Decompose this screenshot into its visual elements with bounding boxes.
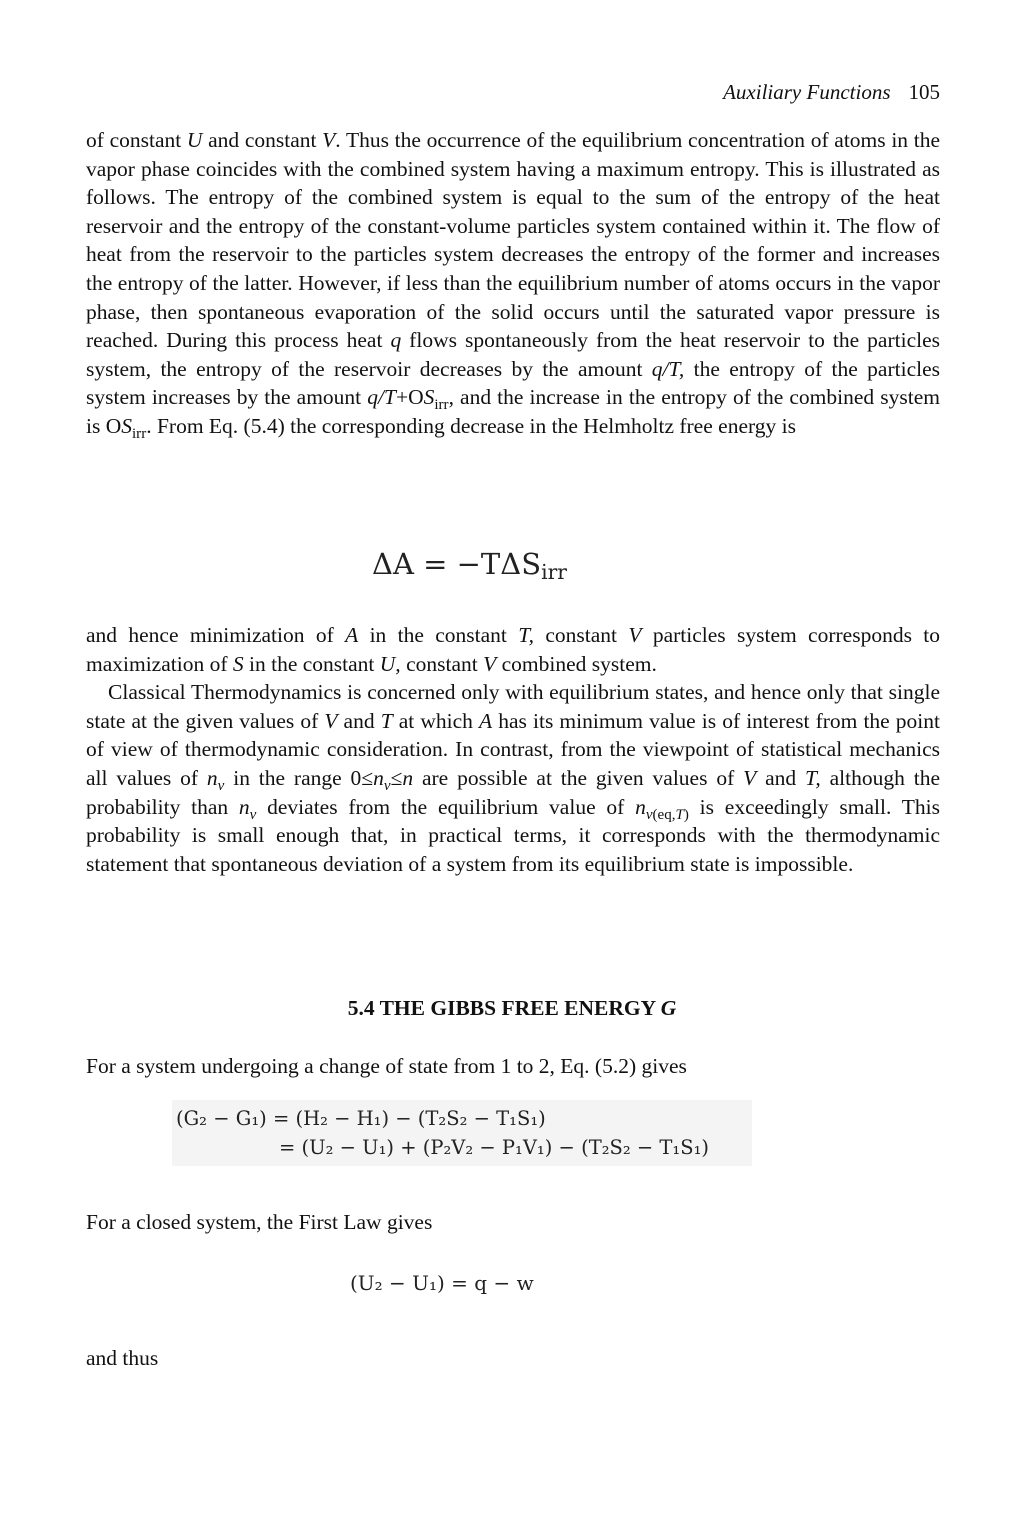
paragraph-5-block <box>86 1208 940 1237</box>
subscript-v: v <box>249 806 257 823</box>
subscript-irr: irr <box>434 397 449 414</box>
symbol-V: V <box>743 765 757 790</box>
text-run: Classical Thermodynamics is concerned only with equilibrium states, and hence only that single state at the given values of <box>86 680 940 733</box>
section-heading-text: 5.4 THE GIBBS FREE ENERGY <box>347 996 661 1020</box>
text-run: particles system corresponds to maximization of <box>86 623 941 676</box>
subscript-eq: (eq, <box>652 806 676 823</box>
equation-line-1: (G₂ − G₁) = (H₂ − H₁) − (T₂S₂ − T₁S₁) <box>176 1107 546 1130</box>
symbol-S: S <box>232 651 244 676</box>
text-run: constant <box>534 623 629 647</box>
paragraph-1 <box>86 126 940 441</box>
symbol-S: S <box>121 413 132 438</box>
text-run: in the constant <box>243 651 380 676</box>
text-run: in the range 0≤ <box>224 765 374 790</box>
paragraph-6-block <box>86 1344 940 1373</box>
paragraph-4-block <box>86 1052 940 1081</box>
text-run: and <box>337 708 381 733</box>
text-run: and <box>756 765 806 790</box>
text-run: and constant <box>202 128 323 152</box>
paragraph-5: For a closed system, the First Law gives <box>86 1210 433 1234</box>
symbol-T: T, <box>805 765 821 790</box>
text-run: at which <box>392 708 480 733</box>
section-heading <box>0 994 1024 1022</box>
text-run: deviates from the equilibrium value of <box>256 794 636 819</box>
running-title: Auxiliary Functions <box>723 80 891 104</box>
text-run: of constant <box>86 128 187 152</box>
symbol-q-over-T: q/T <box>367 385 396 410</box>
symbol-V: V <box>324 708 338 733</box>
text-run: flows spontaneously from the heat reservoir to the particles system, the entropy of the reservoir decreases by the amount <box>86 328 940 381</box>
running-head <box>723 78 940 106</box>
symbol-V: V <box>628 623 642 647</box>
symbol-q: q <box>390 328 402 353</box>
subscript-v: v <box>383 777 391 794</box>
text-run: combined system. <box>496 651 657 676</box>
text-run: , and the increase in the entropy of the combined system is O <box>86 385 940 438</box>
text-run: although the probability than <box>86 765 940 819</box>
subscript-v: v <box>217 777 225 794</box>
symbol-n: n <box>402 765 414 790</box>
symbol-U: U, <box>379 651 401 676</box>
text-run: and hence minimization of <box>86 623 346 647</box>
symbol-n: n <box>373 765 384 790</box>
equation-first-law: (U₂ − U₁) = q − w <box>350 1271 534 1295</box>
equation-gibbs-change <box>172 1100 752 1166</box>
symbol-U: U <box>186 128 203 152</box>
symbol-n: n <box>238 794 250 819</box>
equation-text: ΔA = −TΔS <box>372 547 542 581</box>
symbol-V: V <box>322 128 336 152</box>
text-run: the entropy of the particles system increases by the amount <box>86 356 940 410</box>
paragraph-4: For a system undergoing a change of state from 1 to 2, Eq. (5.2) gives <box>86 1054 687 1078</box>
subscript-close: ) <box>683 806 689 823</box>
symbol-V: V <box>483 651 497 676</box>
subscript-T: T <box>675 806 684 823</box>
text-run: in the constant <box>358 623 519 647</box>
text-run: are possible at the given values of <box>413 765 744 790</box>
symbol-A: A <box>479 708 493 733</box>
symbol-T: T <box>380 708 393 733</box>
paragraph-3 <box>86 678 940 878</box>
text-run: has its minimum value is of interest from the point of view of thermodynamic consideration. In contrast, from the viewpoint of statistical mechanics all values of <box>86 708 941 790</box>
equation-subscript: irr <box>541 560 567 584</box>
subscript-irr: irr <box>132 425 147 442</box>
symbol-n: n <box>206 765 218 790</box>
text-run: ≤ <box>390 765 403 790</box>
equation-line-2: = (U₂ − U₁) + (P₂V₂ − P₁V₁) − (T₂S₂ − T₁S₁) <box>279 1136 710 1159</box>
paragraph-2-3-block <box>86 621 940 878</box>
subscript-v: v <box>645 806 653 823</box>
text-run: . Thus the occurrence of the equilibrium concentration of atoms in the vapor phase coincides with the combined system having a maximum entropy. This is illustrated as follows. The entropy of the combined system is equal to the sum of the entropy of the heat reservoir and the entropy of the constant-volume particles system contained within it. The flow of heat from the reservoir to the particles system decreases the entropy of the former and increases the entropy of the latter. However, if less than the equilibrium number of atoms occurs in the vapor phase, then spontaneous evaporation of the solid occurs until the saturated vapor pressure is reached. During this process heat <box>86 128 940 353</box>
text-run: +O <box>395 385 424 410</box>
text-run: is exceedingly small. This probability is small enough that, in practical terms, it corresponds with the thermodynamic statement that spontaneous deviation of a system from its equilibrium state is impossible. <box>86 794 940 876</box>
paragraph-1-block <box>86 126 940 441</box>
equation-helmholtz <box>372 546 567 582</box>
symbol-T: T, <box>518 623 534 647</box>
paragraph-6: and thus <box>86 1346 159 1370</box>
symbol-n: n <box>635 794 646 819</box>
symbol-S: S <box>423 385 435 410</box>
section-heading-symbol: G <box>660 996 677 1020</box>
symbol-q-over-T: q/T, <box>651 356 685 381</box>
page-number: 105 <box>908 80 940 104</box>
text-run: . From Eq. (5.4) the corresponding decrease in the Helmholtz free energy is <box>146 413 796 438</box>
paragraph-2 <box>86 621 940 678</box>
text-run: constant <box>400 651 484 676</box>
symbol-A: A <box>345 623 359 647</box>
